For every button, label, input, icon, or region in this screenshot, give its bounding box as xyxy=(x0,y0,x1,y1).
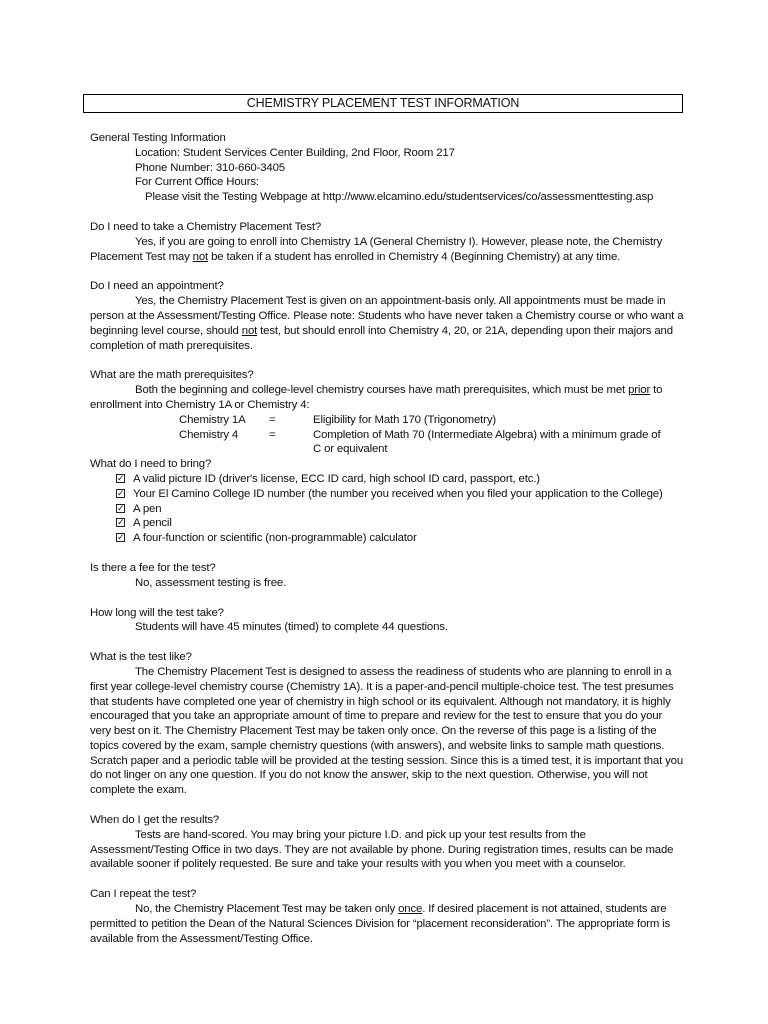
duration-section xyxy=(90,606,686,636)
location-text: Location: Student Services Center Building, 2nd Floor, Room 217 xyxy=(135,146,455,159)
math-answer: Both the beginning and college-level chemistry courses have math prerequisites, which must be met prior to enrollment into Chemistry 1A or Chemistry 4: xyxy=(90,384,663,411)
bring-question: What do I need to bring? xyxy=(90,458,212,471)
checkbox-icon: ✓ xyxy=(117,502,125,513)
math-row-chem1a: Chemistry 1A = Eligibility for Math 170 (Trigonometry) xyxy=(179,413,497,426)
general-heading: General Testing Information xyxy=(90,132,226,144)
general-info-section xyxy=(90,131,686,205)
hours-text: For Current Office Hours: xyxy=(135,176,259,189)
list-item: ✓ A pencil xyxy=(117,517,172,530)
document-body xyxy=(90,131,686,961)
list-item: ✓ Your El Camino College ID number (the number you received when you filed your application to the College) xyxy=(117,487,663,500)
results-answer: Tests are hand-scored. You may bring your picture I.D. and pick up your test results from the Assessment/Testing Office in two days. They are not available by phone. During registration times, results can be made available sooner if politely requested. Be sure and take your results with you when you meet with a counselor. xyxy=(90,828,674,871)
appointment-section xyxy=(90,279,686,353)
phone-text: Phone Number: 310-660-3405 xyxy=(135,161,285,174)
bring-section xyxy=(90,457,686,546)
appointment-question: Do I need an appointment? xyxy=(90,280,224,293)
list-item: ✓ A pen xyxy=(117,502,162,515)
need-test-answer: Yes, if you are going to enroll into Chemistry 1A (General Chemistry I). However, please note, the Chemistry Placement Test may not be taken if a student has enrolled in Chemistry 4 (Beginning Chemistry) at any time. xyxy=(90,235,663,263)
list-item: ✓ A valid picture ID (driver's license, ECC ID card, high school ID card, passport, etc.) xyxy=(117,472,540,485)
fee-answer: No, assessment testing is free. xyxy=(135,576,287,589)
math-section xyxy=(90,368,686,457)
test-like-question: What is the test like? xyxy=(90,651,192,664)
repeat-answer: No, the Chemistry Placement Test may be taken only once. If desired placement is not attained, students are permitted to petition the Dean of the Natural Sciences Division for “placement reconsideration”. The appropriate form is available from the Assessment/Testing Office. xyxy=(90,903,671,945)
list-item: ✓ A four-function or scientific (non-programmable) calculator xyxy=(117,532,417,545)
appointment-answer: Yes, the Chemistry Placement Test is given on an appointment-basis only. All appointments must be made in person at the Assessment/Testing Office. Please note: Students who have never taken a Chemistry course or who want a beginning level course, should not test, but should enroll into Chemistry 4, 20, or 21A, depending upon their majors and completion of math prerequisites. xyxy=(90,295,684,352)
test-like-answer: The Chemistry Placement Test is designed to assess the readiness of students who are planning to enroll in a first year college-level chemistry course (Chemistry 1A). It is a paper-and-pencil multiple-choice test. The test presumes that students have completed one year of chemistry in high school or its equivalent. Although not mandatory, it is highly encouraged that you take an appropriate amount of time to prepare and review for the test to ensure that you do your very best on it. The Chemistry Placement Test may be taken only once. On the reverse of this page is a listing of the topics covered by the exam, sample chemistry questions (with answers), and website links to sample math questions. Scratch paper and a periodic table will be provided at the testing session. Since this is a timed test, it is important that you do not linger on any one question. If you do not know the answer, skip to the next question. Otherwise, you will not complete the exam. xyxy=(90,665,684,797)
duration-answer: Students will have 45 minutes (timed) to complete 44 questions. xyxy=(135,621,448,634)
repeat-section xyxy=(90,887,686,946)
test-like-section xyxy=(90,650,686,798)
checkbox-icon: ✓ xyxy=(117,517,125,528)
repeat-question: Can I repeat the test? xyxy=(90,888,197,901)
webpage-text: Please visit the Testing Webpage at http://www.elcamino.edu/studentservices/co/assessmenttesting.asp xyxy=(145,191,654,204)
need-test-section xyxy=(90,220,686,264)
fee-question: Is there a fee for the test? xyxy=(90,561,216,574)
duration-question: How long will the test take? xyxy=(90,606,224,619)
checkbox-icon: ✓ xyxy=(117,532,125,543)
page-title: CHEMISTRY PLACEMENT TEST INFORMATION xyxy=(83,94,683,113)
results-question: When do I get the results? xyxy=(90,814,220,827)
checkbox-icon: ✓ xyxy=(117,487,125,498)
results-section xyxy=(90,813,686,872)
checkbox-icon: ✓ xyxy=(117,472,125,483)
math-row-chem4: Chemistry 4 = Completion of Math 70 (Intermediate Algebra) with a minimum grade of C or equivalent xyxy=(179,428,661,456)
math-question: What are the math prerequisites? xyxy=(90,369,254,382)
fee-section xyxy=(90,561,686,591)
need-test-question: Do I need to take a Chemistry Placement Test? xyxy=(90,220,322,233)
